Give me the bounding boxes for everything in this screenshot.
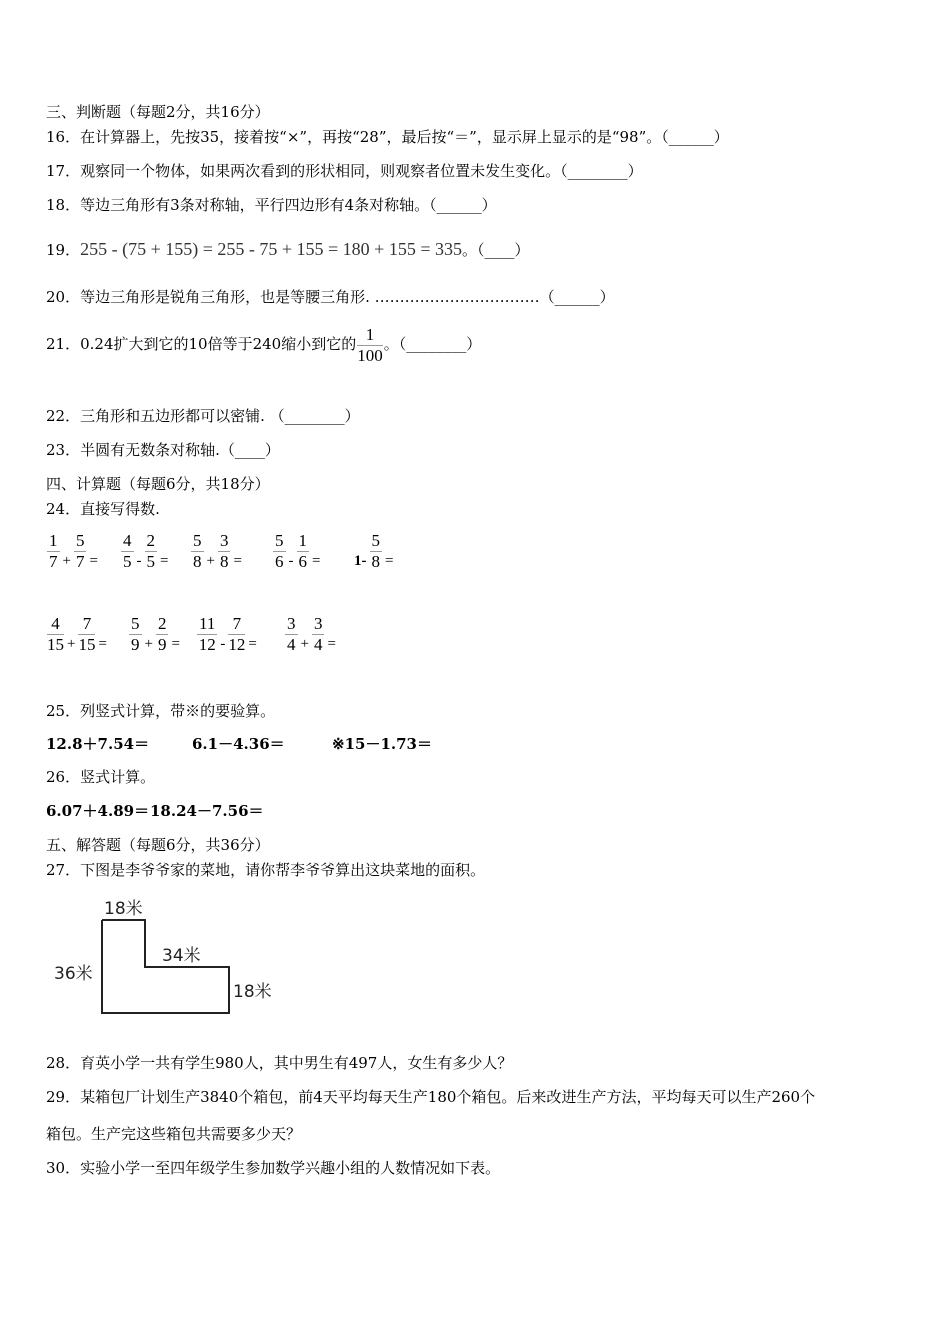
label-right: 18米 [233,982,272,1002]
fraction [285,614,298,655]
question-26-item-2: 18.24－7.56＝ [150,802,264,820]
question-26: 26．竖式计算。 [46,768,156,786]
fraction-numerator: 3 [219,531,229,550]
question-29-line-2: 箱包。生产完这些箱包共需要多少天？ [46,1125,302,1143]
fraction [156,614,169,655]
calc-operator: - [220,636,226,652]
question-16: 16．在计算器上，先按35，接着按“×”，再按“28”，最后按“＝”，显示屏上显示的是“98”。（______） [46,128,729,146]
fraction-denominator: 100 [357,345,383,365]
fraction [129,614,142,655]
fraction-numerator: 1 [49,531,58,550]
calc-item [190,531,244,572]
garden-figure [50,893,290,1023]
fraction-numerator: 5 [275,531,284,550]
question-21-tail: 。（________） [383,335,482,353]
calc-item [196,614,259,655]
fraction [228,614,245,655]
fraction-numerator: 2 [157,614,167,633]
fraction [297,531,310,572]
label-top: 18米 [104,899,143,919]
question-23: 23．半圆有无数条对称轴.（____） [46,441,280,459]
fraction-numerator: 5 [193,531,202,550]
calc-equals: = [385,553,394,569]
section-3-title: 三、判断题（每题2分，共16分） [46,103,270,121]
fraction [47,614,64,655]
fraction [74,531,87,572]
fraction [197,614,217,655]
calc-equals: = [160,553,169,569]
fraction-numerator: 5 [371,531,380,550]
question-24: 24．直接写得数. [46,500,160,518]
fraction [218,531,231,572]
calc-item [128,614,182,655]
question-19-tail: 。（____） [461,241,530,259]
question-29-line-1: 29．某箱包厂计划生产3840个箱包，前4天平均每天生产180个箱包。后来改进生产方法，平均每天可以生产260个 [46,1088,816,1106]
question-26-item-1: 6.07＋4.89＝ [46,802,150,820]
question-25-item-1: 12.8＋7.54＝ [46,735,150,753]
fraction-denominator: 12 [228,635,246,654]
question-25: 25．列竖式计算，带※的要验算。 [46,702,276,720]
calc-item [352,531,395,572]
question-17: 17．观察同一个物体，如果两次看到的形状相同，则观察者位置未发生变化。（________） [46,162,643,180]
question-20: 20．等边三角形是锐角三角形，也是等腰三角形. ……………………………（______） [46,288,615,306]
fraction-denominator: 9 [131,635,140,654]
question-19-expression: 255 - (75 + 155) = 255 - 75 + 155 = 180 + 155 = 335 [80,239,462,259]
calc-equals: = [89,553,98,569]
fraction [273,531,286,572]
fraction [145,531,158,572]
fraction-numerator: 1 [298,531,307,550]
fraction-numerator: 7 [78,614,95,635]
fraction-denominator: 6 [275,552,284,571]
fraction-denominator: 8 [193,552,202,571]
question-21 [46,322,481,366]
fraction-denominator: 8 [219,552,229,571]
fraction-denominator: 4 [287,635,296,654]
question-19-number: 19． [46,241,81,259]
fraction [370,531,383,572]
calc-prefix: 1- [354,553,367,569]
question-19 [46,232,530,267]
calc-equals: = [248,636,257,652]
calc-operator: + [144,636,153,652]
fraction [78,614,95,655]
fraction-numerator: 11 [199,614,216,633]
calc-item [272,531,322,572]
calc-operator: + [300,636,309,652]
fraction-denominator: 15 [78,635,96,654]
label-left: 36米 [54,964,93,984]
calc-item [46,531,100,572]
fraction-denominator: 5 [123,552,132,571]
calc-equals: = [327,636,336,652]
section-4-title: 四、计算题（每题6分，共18分） [46,475,270,493]
question-28: 28．育英小学一共有学生980人，其中男生有497人，女生有多少人？ [46,1054,513,1072]
calc-item [284,614,338,655]
question-22: 22．三角形和五边形都可以密铺. （________） [46,407,360,425]
fraction-numerator: 5 [131,614,140,633]
calc-operator: + [62,553,71,569]
fraction [121,531,134,572]
fraction-numerator: 1 [357,325,383,346]
question-30: 30．实验小学一至四年级学生参加数学兴趣小组的人数情况如下表。 [46,1159,501,1177]
question-25-item-3: ※15－1.73＝ [332,735,432,753]
question-21-text: 21．0.24扩大到它的10倍等于240缩小到它的 [46,335,357,353]
fraction-denominator: 6 [298,552,307,571]
fraction-denominator: 7 [49,552,58,571]
calc-equals: = [312,553,321,569]
fraction-denominator: 15 [47,635,64,654]
calc-operator: - [136,553,142,569]
garden-outline [102,920,229,1013]
fraction-numerator: 2 [146,531,155,550]
calc-equals: = [171,636,180,652]
calc-operator: + [206,553,215,569]
question-18: 18．等边三角形有3条对称轴，平行四边形有4条对称轴。（______） [46,196,497,214]
fraction-numerator: 5 [75,531,85,550]
calc-item [120,531,170,572]
section-5-title: 五、解答题（每题6分，共36分） [46,836,270,854]
fraction-denominator: 7 [75,552,85,571]
calc-item [46,614,109,655]
fraction-numerator: 7 [228,614,245,635]
fraction-denominator: 12 [198,635,216,654]
fraction-denominator: 9 [157,635,167,654]
fraction-numerator: 4 [47,614,64,635]
calc-equals: = [98,636,107,652]
fraction-denominator: 5 [146,552,155,571]
fraction-denominator: 4 [313,635,323,654]
fraction [191,531,204,572]
fraction [47,531,60,572]
question-27: 27．下图是李爷爷家的菜地，请你帮李爷爷算出这块菜地的面积。 [46,861,486,879]
fraction-denominator: 8 [371,552,380,571]
fraction [312,614,325,655]
label-middle: 34米 [162,946,201,966]
fraction-numerator: 3 [313,614,323,633]
question-21-fraction [357,325,383,366]
calc-equals: = [233,553,242,569]
fraction-numerator: 3 [287,614,296,633]
calc-operator: - [288,553,294,569]
question-25-item-2: 6.1－4.36＝ [192,735,285,753]
calc-operator: + [67,636,76,652]
fraction-numerator: 4 [123,531,132,550]
